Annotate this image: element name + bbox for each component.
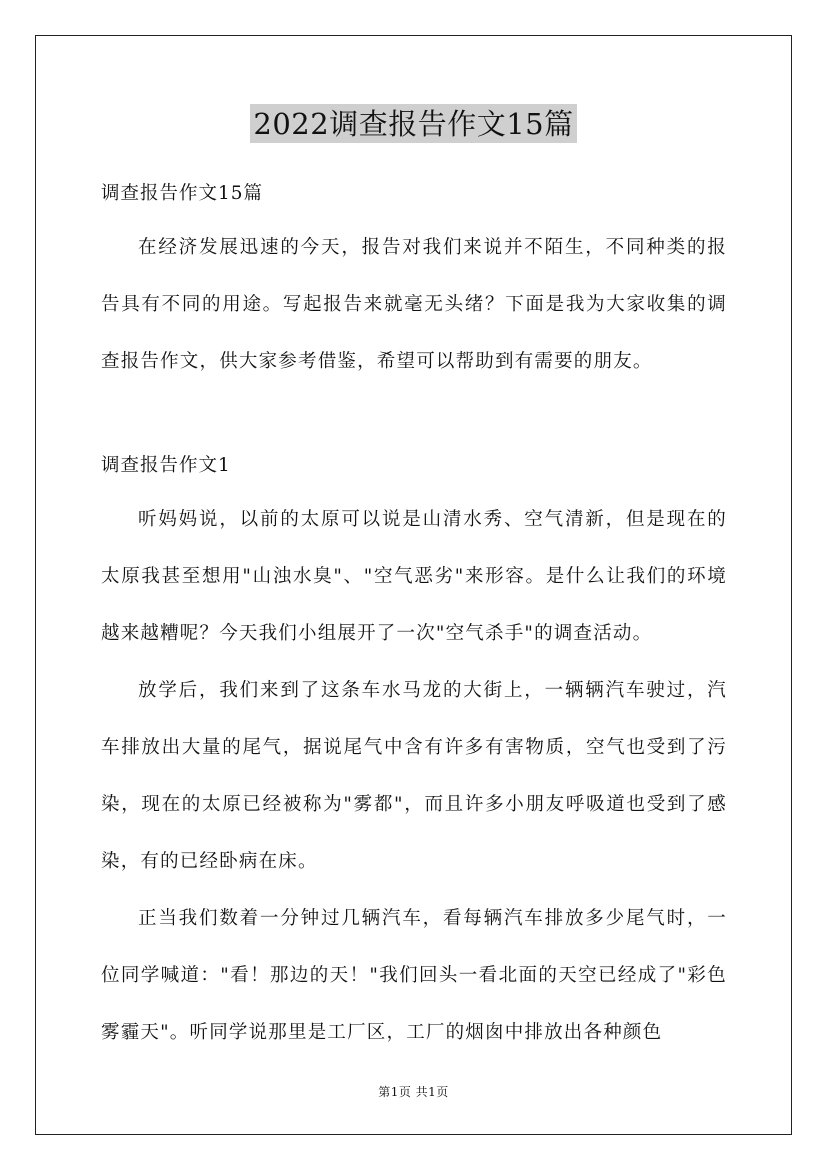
section1-paragraph-3: 正当我们数着一分钟过几辆汽车，看每辆汽车排放多少尾气时，一位同学喊道："看！那边的天！"我们回头一看北面的天空已经成了"彩色雾霾天"。听同学说那里是工厂区，工厂的烟囱中排放出各种颜色: [101, 908, 727, 1043]
page-footer: 第1页 共1页: [378, 1085, 449, 1099]
document-title: 2022调查报告作文15篇: [250, 104, 576, 143]
section1-paragraph-1: 听妈妈说，以前的太原可以说是山清水秀、空气清新，但是现在的太原我甚至想用"山浊水臭"、"空气恶劣"来形容。是什么让我们的环境越来越糟呢？今天我们小组展开了一次"空气杀手"的调查活动。: [101, 509, 727, 644]
section1-paragraph-2: 放学后，我们来到了这条车水马龙的大街上，一辆辆汽车驶过，汽车排放出大量的尾气，据说尾气中含有许多有害物质，空气也受到了污染，现在的太原已经被称为"雾都"，而且许多小朋友呼吸道也受到了感染，有的已经卧病在床。: [101, 680, 727, 872]
intro-paragraph: 在经济发展迅速的今天，报告对我们来说并不陌生，不同种类的报告具有不同的用途。写起报告来就毫无头绪？下面是我为大家收集的调查报告作文，供大家参考借鉴，希望可以帮助到有需要的朋友。: [101, 237, 727, 372]
intro-heading: 调查报告作文15篇: [101, 183, 264, 204]
title-container: [0, 104, 827, 143]
section1-heading: 调查报告作文1: [101, 455, 231, 476]
